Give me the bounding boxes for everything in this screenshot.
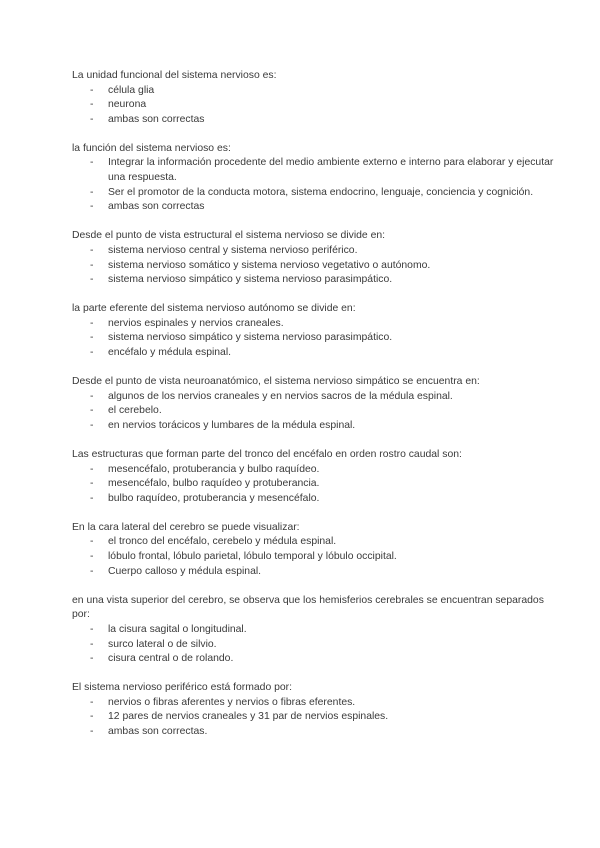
option-item (72, 200, 560, 215)
bullet-dash: - (90, 725, 94, 737)
option-text: nervios o fibras aferentes y nervios o fibras eferentes. (108, 696, 356, 708)
option-list (72, 390, 560, 434)
bullet-dash: - (90, 201, 94, 213)
bullet-dash: - (90, 696, 94, 708)
option-text: mesencéfalo, protuberancia y bulbo raquídeo. (108, 463, 320, 475)
bullet-dash: - (90, 274, 94, 286)
question-2 (72, 142, 560, 215)
bullet-dash: - (90, 653, 94, 665)
option-item (72, 477, 560, 492)
question-5 (72, 375, 560, 433)
option-list (72, 463, 560, 507)
bullet-dash: - (90, 347, 94, 358)
question-6 (72, 448, 560, 506)
option-text: ambas son correctas (108, 201, 205, 213)
option-list (72, 535, 560, 579)
question-text: la función del sistema nervioso es: (72, 142, 231, 154)
bullet-dash: - (90, 551, 94, 563)
bullet-dash: - (90, 113, 94, 125)
option-list (72, 84, 560, 128)
option-item (72, 98, 560, 113)
bullet-dash: - (90, 492, 94, 504)
option-item (72, 535, 560, 550)
option-list (72, 156, 560, 214)
option-text: encéfalo y médula espinal. (108, 347, 232, 358)
question-text: Las estructuras que forman parte del tronco del encéfalo en orden rostro caudal son: (72, 448, 462, 460)
option-item (72, 186, 560, 201)
bullet-dash: - (90, 478, 94, 490)
bullet-dash: - (90, 419, 94, 431)
option-text: Ser el promotor de la conducta motora, sistema endocrino, lenguaje, conciencia y cognición. (108, 186, 534, 198)
bullet-dash: - (90, 186, 94, 198)
bullet-dash: - (90, 84, 94, 96)
bullet-dash: - (90, 244, 94, 256)
option-text: el tronco del encéfalo, cerebelo y médula espinal. (108, 536, 337, 548)
option-list (72, 244, 560, 288)
option-item (72, 317, 560, 332)
question-text: en una vista superior del cerebro, se observa que los hemisferios cerebrales se encuentran separados por: (72, 594, 544, 621)
bullet-dash: - (90, 638, 94, 650)
option-text: 12 pares de nervios craneales y 31 par de nervios espinales. (108, 711, 389, 723)
bullet-dash: - (90, 99, 94, 111)
option-item (72, 346, 560, 361)
option-item (72, 390, 560, 405)
option-item (72, 652, 560, 667)
question-1 (72, 69, 560, 127)
option-item (72, 331, 560, 346)
option-text: sistema nervioso central y sistema nervioso periférico. (108, 244, 358, 256)
option-text: sistema nervioso simpático y sistema nervioso parasimpático. (108, 332, 393, 344)
bullet-dash: - (90, 390, 94, 402)
bullet-dash: - (90, 536, 94, 548)
option-text: neurona (108, 99, 147, 111)
option-text: la cisura sagital o longitudinal. (108, 623, 247, 635)
bullet-dash: - (90, 711, 94, 723)
question-text: En la cara lateral del cerebro se puede visualizar: (72, 521, 300, 533)
option-item (72, 463, 560, 478)
option-list (72, 317, 560, 361)
option-item (72, 638, 560, 653)
option-item (72, 419, 560, 434)
bullet-dash: - (90, 405, 94, 417)
option-text: ambas son correctas (108, 113, 205, 125)
option-item (72, 696, 560, 711)
bullet-dash: - (90, 332, 94, 344)
question-text: La unidad funcional del sistema nervioso es: (72, 70, 277, 81)
option-text: el cerebelo. (108, 405, 162, 417)
option-text: ambas son correctas. (108, 725, 208, 737)
bullet-dash: - (90, 623, 94, 635)
option-text: nervios espinales y nervios craneales. (108, 317, 284, 329)
option-text: sistema nervioso simpático y sistema nervioso parasimpático. (108, 274, 393, 286)
option-text: bulbo raquídeo, protuberancia y mesencéfalo. (108, 492, 320, 504)
option-text: lóbulo frontal, lóbulo parietal, lóbulo temporal y lóbulo occipital. (108, 551, 397, 563)
bullet-dash: - (90, 157, 94, 169)
option-text: en nervios torácicos y lumbares de la médula espinal. (108, 419, 356, 431)
option-item (72, 550, 560, 565)
option-text: Integrar la información procedente del medio ambiente externo e interno para elaborar y ejecutar una respuesta. (108, 157, 554, 184)
option-item (72, 244, 560, 259)
option-item (72, 492, 560, 507)
question-text: El sistema nervioso periférico está formado por: (72, 682, 293, 694)
option-item (72, 710, 560, 725)
bullet-dash: - (90, 259, 94, 271)
option-text: mesencéfalo, bulbo raquídeo y protuberancia. (108, 478, 320, 490)
option-item (72, 84, 560, 99)
option-item (72, 259, 560, 274)
question-text: Desde el punto de vista neuroanatómico, el sistema nervioso simpático se encuentra en: (72, 376, 480, 388)
option-item (72, 725, 560, 740)
question-8 (72, 594, 560, 667)
question-9 (72, 681, 560, 739)
option-list (72, 696, 560, 740)
question-4 (72, 302, 560, 360)
option-text: algunos de los nervios craneales y en nervios sacros de la médula espinal. (108, 390, 453, 402)
question-7 (72, 521, 560, 579)
question-text: Desde el punto de vista estructural el sistema nervioso se divide en: (72, 230, 386, 242)
option-item (72, 273, 560, 288)
option-text: sistema nervioso somático y sistema nervioso vegetativo o autónomo. (108, 259, 431, 271)
option-item (72, 565, 560, 580)
question-text: la parte eferente del sistema nervioso autónomo se divide en: (72, 303, 356, 315)
option-item (72, 156, 560, 185)
option-item (72, 623, 560, 638)
option-list (72, 623, 560, 667)
option-item (72, 113, 560, 128)
option-text: célula glia (108, 84, 155, 96)
question-3 (72, 229, 560, 287)
bullet-dash: - (90, 463, 94, 475)
option-text: cisura central o de rolando. (108, 653, 234, 665)
option-item (72, 404, 560, 419)
option-text: surco lateral o de silvio. (108, 638, 217, 650)
option-text: Cuerpo calloso y médula espinal. (108, 565, 262, 577)
bullet-dash: - (90, 317, 94, 329)
bullet-dash: - (90, 565, 94, 577)
